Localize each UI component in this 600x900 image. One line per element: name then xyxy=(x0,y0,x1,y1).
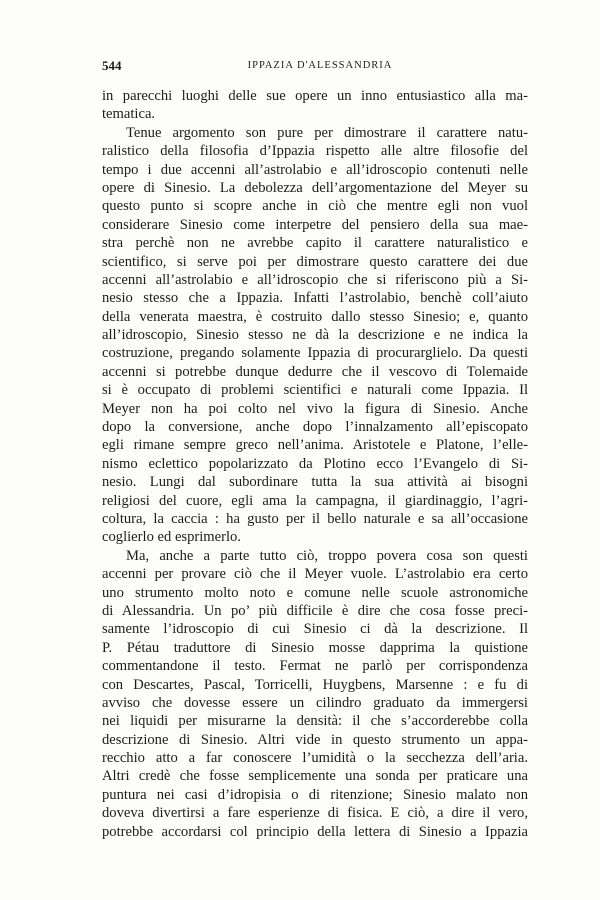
page-body-text xyxy=(102,87,528,841)
text-line-content: commentandone il testo. Fermat ne parlò per corrispondenza xyxy=(102,658,528,675)
text-line-content: questo punto si scopre anche in ciò che mentre egli non vuol xyxy=(102,198,528,215)
text-line xyxy=(102,528,528,546)
text-line xyxy=(102,363,528,381)
text-line-content: samente l’idroscopio di cui Sinesio ci dà la descrizione. Il xyxy=(102,621,528,638)
text-line-content: ralistico della filosofia d’Ippazia rispetto alle altre filosofie del xyxy=(102,143,528,160)
text-line-content: scientifico, si serve poi per dimostrare questo carattere dei due xyxy=(102,253,528,270)
text-line xyxy=(102,620,528,638)
running-header xyxy=(102,58,528,76)
text-line-content: P. Pétau traduttore di Sinesio mosse dapprima la quistione xyxy=(102,639,528,656)
text-line-content: di Alessandria. Un po’ più difficile è dire che cosa fosse preci- xyxy=(102,602,528,619)
text-line xyxy=(102,547,528,565)
text-line xyxy=(102,584,528,602)
text-line-content: con Descartes, Pascal, Torricelli, Huygbens, Marsenne : e fu di xyxy=(102,676,528,693)
text-line xyxy=(102,767,528,785)
text-line xyxy=(102,179,528,197)
text-line xyxy=(102,639,528,657)
text-line-content: religiosi del cuore, egli ama la campagna, il giardinaggio, l’agri- xyxy=(102,492,528,509)
text-line-content: tematica. xyxy=(102,106,156,123)
text-line-content: coglierlo ed esprimerlo. xyxy=(102,529,241,546)
text-line-content: in parecchi luoghi delle sue opere un inno entusiastico alla ma- xyxy=(102,88,528,104)
text-line xyxy=(102,344,528,362)
text-line-content: Ma, anche a parte tutto ciò, troppo povera cosa son questi xyxy=(126,547,528,564)
text-line xyxy=(102,326,528,344)
text-line-content: nesio. Lungi dal subordinare tutta la sua attività ai bisogni xyxy=(102,474,528,491)
text-line xyxy=(102,823,528,841)
text-line-content: costruzione, pregando solamente Ippazia di procurarglielo. Da questi xyxy=(102,345,528,362)
text-line-content: coltura, la caccia : ha gusto per il bello naturale e sa all’occasione xyxy=(102,510,528,527)
text-line-content: descrizione di Sinesio. Altri vide in questo strumento un appa- xyxy=(102,731,528,748)
text-line xyxy=(102,804,528,822)
text-line xyxy=(102,731,528,749)
text-line xyxy=(102,308,528,326)
running-title: IPPAZIA D'ALESSANDRIA xyxy=(247,60,393,71)
text-line xyxy=(102,565,528,583)
text-line xyxy=(102,657,528,675)
text-line-content: recchio atto a far conoscere l’umidità o la secchezza dell’aria. xyxy=(102,750,528,767)
text-line xyxy=(102,418,528,436)
text-line xyxy=(102,105,528,123)
text-line-content: Altri credè che fosse semplicemente una sonda per praticare una xyxy=(102,768,528,785)
text-line-content: tempo i due accenni all’astrolabio e all’idroscopio contenuti nelle xyxy=(102,161,528,178)
text-line xyxy=(102,602,528,620)
text-line xyxy=(102,510,528,528)
text-line-content: uno strumento molto noto e comune nelle scuole astronomiche xyxy=(102,584,528,601)
text-line xyxy=(102,676,528,694)
text-line-content: accenni si potrebbe dunque dedurre che il vescovo di Tolemaide xyxy=(102,363,528,380)
text-line xyxy=(102,124,528,142)
text-line-content: accenni per provare ciò che il Meyer vuole. L’astrolabio era certo xyxy=(102,566,528,583)
text-line xyxy=(102,694,528,712)
text-line-content: si è occupato di problemi scientifici e naturali come Ippazia. Il xyxy=(102,382,528,399)
text-line xyxy=(102,455,528,473)
text-line-content: potrebbe accordarsi col principio della lettera di Sinesio a Ippazia xyxy=(102,823,528,840)
text-line xyxy=(102,253,528,271)
text-line-content: doveva divertirsi a fare esperienze di fisica. E ciò, a dire il vero, xyxy=(102,805,528,822)
text-line-content: nesio stesso che a Ippazia. Infatti l’astrolabio, benchè coll’aiuto xyxy=(102,290,528,307)
text-line xyxy=(102,786,528,804)
text-line xyxy=(102,197,528,215)
text-line-content: considerare Sinesio come interpetre del pensiero della sua mae- xyxy=(102,216,528,233)
text-line-content: nei liquidi per misurarne la densità: il che s’accorderebbe colla xyxy=(102,713,528,730)
text-line-content: nismo eclettico popolarizzato da Plotino ecco l’Evangelo di Si- xyxy=(102,455,528,472)
text-line xyxy=(102,436,528,454)
text-line-content: della venerata maestra, è costruito dallo stesso Sinesio; e, quanto xyxy=(102,308,528,325)
text-line-content: Tenue argomento son pure per dimostrare il carattere natu- xyxy=(126,124,528,141)
text-line-content: opere di Sinesio. La debolezza dell’argomentazione del Meyer su xyxy=(102,179,528,196)
text-line xyxy=(102,712,528,730)
text-line-content: accenni all’astrolabio e all’idroscopio che si riferiscono più a Si- xyxy=(102,271,528,288)
text-line xyxy=(102,492,528,510)
text-line-content: stra perchè non ne avrebbe capito il carattere naturalistico e xyxy=(102,235,528,252)
text-line xyxy=(102,289,528,307)
text-line-content: avviso che dovesse essere un cilindro graduato da immergersi xyxy=(102,694,528,711)
text-line xyxy=(102,381,528,399)
text-line xyxy=(102,142,528,160)
text-line xyxy=(102,87,528,105)
page-number: 544 xyxy=(102,58,122,73)
text-line xyxy=(102,271,528,289)
text-line xyxy=(102,749,528,767)
text-line-content: Meyer non ha poi colto nel vivo la figura di Sinesio. Anche xyxy=(102,400,528,417)
text-line xyxy=(102,473,528,491)
text-line-content: dopo la conversione, anche dopo l’innalzamento all’episcopato xyxy=(102,419,528,436)
text-line xyxy=(102,216,528,234)
text-line xyxy=(102,161,528,179)
text-line-content: puntura nei casi d’idropisia o di ritenzione; Sinesio malato non xyxy=(102,786,528,803)
text-line xyxy=(102,400,528,418)
text-line-content: all’idroscopio, Sinesio stesso ne dà la descrizione e ne indica la xyxy=(102,327,528,344)
text-line xyxy=(102,234,528,252)
text-line-content: egli rimane sempre greco nell’anima. Aristotele e Platone, l’elle- xyxy=(102,437,528,454)
